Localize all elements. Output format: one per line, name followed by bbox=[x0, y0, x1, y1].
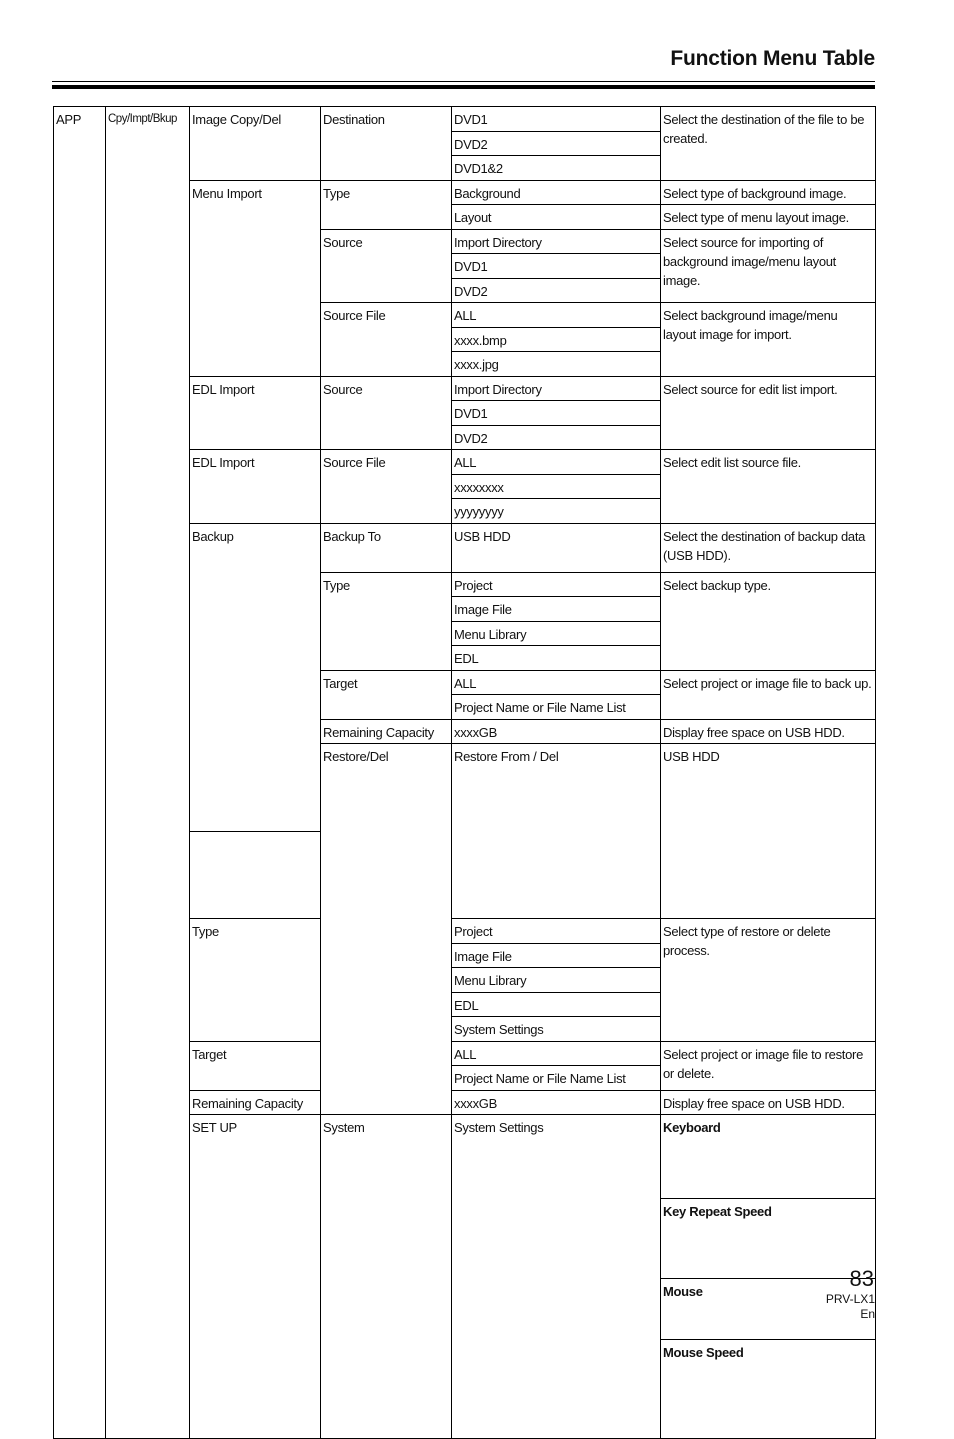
table-cell: DVD1 bbox=[452, 254, 661, 279]
table-cell: Target bbox=[190, 1041, 321, 1090]
model-label bbox=[826, 1292, 875, 1322]
table-cell: Image File bbox=[452, 943, 661, 968]
table-cell: DVD1&2 bbox=[452, 156, 661, 181]
title-rule-thin bbox=[52, 81, 875, 82]
table-cell: Backup bbox=[190, 523, 321, 831]
table-cell: Remaining Capacity bbox=[321, 719, 452, 744]
table-cell: Menu Library bbox=[452, 968, 661, 993]
table-cell: Select edit list source file. bbox=[661, 450, 876, 524]
table-cell: Source bbox=[321, 376, 452, 450]
table-cell: Select type of restore or delete process. bbox=[661, 919, 876, 1042]
table-cell: System Settings bbox=[452, 1017, 661, 1042]
table-cell: DVD2 bbox=[452, 425, 661, 450]
table-cell: Background bbox=[452, 180, 661, 205]
table-cell: Select backup type. bbox=[661, 572, 876, 670]
table-cell: Type bbox=[190, 919, 321, 1042]
table-cell: xxxx.bmp bbox=[452, 327, 661, 352]
table-cell: Select source for edit list import. bbox=[661, 376, 876, 450]
model-name: PRV-LX1 bbox=[825, 1292, 875, 1306]
table-cell: Backup To bbox=[321, 523, 452, 572]
table-cell: Menu Import bbox=[190, 180, 321, 376]
table-cell: xxxxGB bbox=[452, 719, 661, 744]
language-code: En bbox=[860, 1307, 875, 1321]
table-cell: SET UP bbox=[190, 1115, 321, 1439]
page-number: 83 bbox=[849, 1266, 874, 1291]
table-cell: Menu Library bbox=[452, 621, 661, 646]
table-cell: Import Directory bbox=[452, 376, 661, 401]
table-cell: Cpy/Impt/Bkup bbox=[106, 107, 190, 1439]
table-cell: EDL bbox=[452, 992, 661, 1017]
table-cell: xxxxxxxx bbox=[452, 474, 661, 499]
table-cell: Select the destination of backup data (USB HDD). bbox=[661, 523, 876, 572]
table-cell: Target bbox=[321, 670, 452, 719]
table-cell: Display free space on USB HDD. bbox=[661, 1090, 876, 1115]
table-cell: Restore/Del bbox=[321, 744, 452, 1115]
table-cell: yyyyyyyy bbox=[452, 499, 661, 524]
table-cell: DVD2 bbox=[452, 278, 661, 303]
table-cell: DVD1 bbox=[452, 401, 661, 426]
table-cell: Select project or image file to restore or delete. bbox=[661, 1041, 876, 1090]
table-cell: Select project or image file to back up. bbox=[661, 670, 876, 719]
table-cell: ALL bbox=[452, 1041, 661, 1066]
table-cell: Project bbox=[452, 919, 661, 944]
table-cell: DVD1 bbox=[452, 107, 661, 132]
table-cell: Source bbox=[321, 229, 452, 303]
table-cell: ALL bbox=[452, 670, 661, 695]
table-cell: Destination bbox=[321, 107, 452, 181]
table-cell: Mouse Speed bbox=[661, 1340, 876, 1439]
table-cell: DVD2 bbox=[452, 131, 661, 156]
table-cell: USB HDD bbox=[452, 523, 661, 572]
table-cell: Layout bbox=[452, 205, 661, 230]
table-cell: System Settings bbox=[452, 1115, 661, 1439]
table-cell: Keyboard bbox=[661, 1115, 876, 1199]
table-cell: Source File bbox=[321, 450, 452, 524]
table-cell: APP bbox=[54, 107, 106, 1439]
table-cell: Type bbox=[321, 180, 452, 229]
table-cell: Display free space on USB HDD. bbox=[661, 719, 876, 744]
table-cell: Type bbox=[321, 572, 452, 670]
table-cell: Project Name or File Name List bbox=[452, 1066, 661, 1091]
table-cell: ALL bbox=[452, 450, 661, 475]
table-cell: Project bbox=[452, 572, 661, 597]
table-cell: Source File bbox=[321, 303, 452, 377]
table-cell: xxxx.jpg bbox=[452, 352, 661, 377]
function-menu-table bbox=[53, 106, 876, 1439]
table-cell: Image File bbox=[452, 597, 661, 622]
table-cell: Select source for importing of background image/menu layout image. bbox=[661, 229, 876, 303]
page-title: Function Menu Table bbox=[670, 47, 875, 70]
table-cell: USB HDD bbox=[661, 744, 876, 919]
table-cell: ALL bbox=[452, 303, 661, 328]
table-cell: Select the destination of the file to be created. bbox=[661, 107, 876, 181]
table-cell: Image Copy/Del bbox=[190, 107, 321, 181]
table-cell: Key Repeat Speed bbox=[661, 1199, 876, 1279]
table-cell: Project Name or File Name List bbox=[452, 695, 661, 720]
table-cell: Restore From / Del bbox=[452, 744, 661, 919]
table-cell: EDL Import bbox=[190, 376, 321, 450]
table-cell: EDL Import bbox=[190, 450, 321, 524]
table-cell: Select type of background image. bbox=[661, 180, 876, 205]
table-cell: Remaining Capacity bbox=[190, 1090, 321, 1115]
table-cell: Select background image/menu layout image for import. bbox=[661, 303, 876, 377]
title-rule-thick bbox=[52, 85, 875, 89]
table-row bbox=[54, 107, 876, 132]
table-cell: xxxxGB bbox=[452, 1090, 661, 1115]
table-cell: Mouse bbox=[661, 1279, 876, 1340]
table-cell: System bbox=[321, 1115, 452, 1439]
table-cell: Import Directory bbox=[452, 229, 661, 254]
table-cell: EDL bbox=[452, 646, 661, 671]
table-cell: Select type of menu layout image. bbox=[661, 205, 876, 230]
